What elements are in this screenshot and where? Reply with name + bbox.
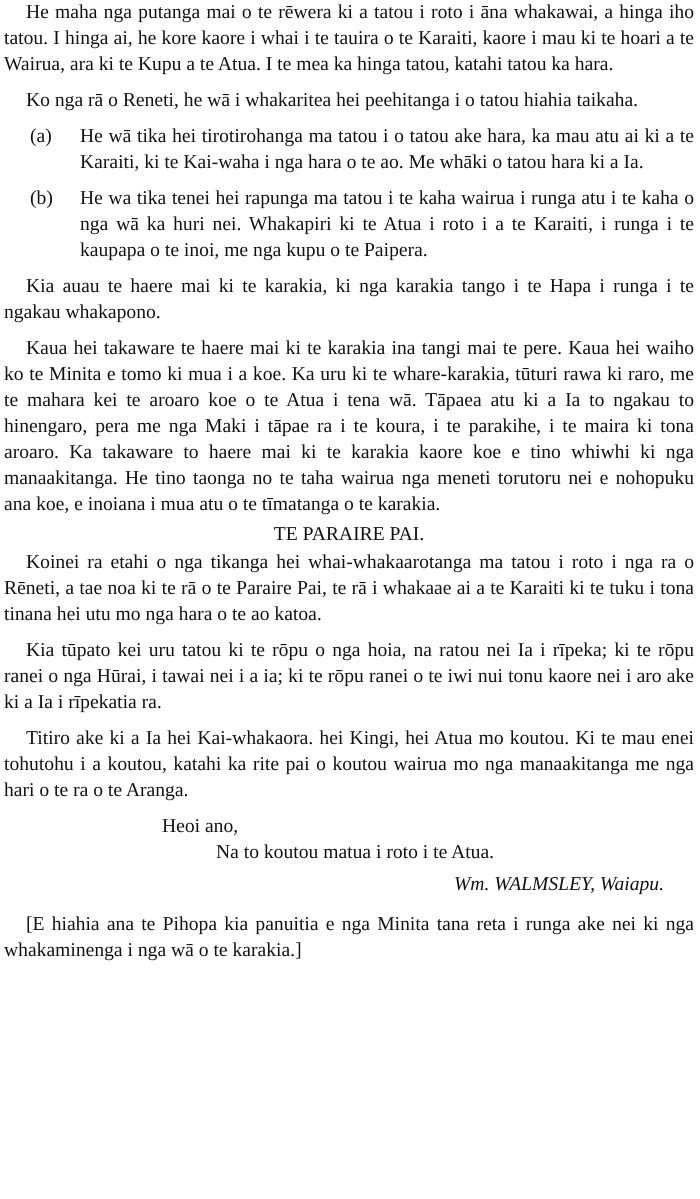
closing-salutation: Heoi ano,	[162, 816, 239, 837]
signature: Wm. WALMSLEY, Waiapu.	[453, 874, 664, 895]
list-item-b	[4, 186, 694, 264]
paragraph-temptation: He maha nga putanga mai o te rēwera ki a tatou i roto i āna whakawai, a hinga iho tatou. I hinga ai, he kore kaore i whai i te tauira o te Karaiti, kaore i mau ki te hoari a te Wairua, ara ki te Kupu a te Atua. I te mea ka hinga tatou, katahi tatou ka hara.	[4, 2, 694, 75]
paragraph-good-friday: Koinei ra etahi o nga tikanga hei whai-whakaarotanga ma tatou i roto i nga ra o Rēneti, a tae noa ki te rā o te Paraire Pai, te rā i whakaae ai a te Karaiti ki te tuku i tona tinana hei utu mo nga hara o te ao katoa.	[4, 552, 694, 625]
list-item-a	[4, 124, 694, 176]
list-item-b-label: (b)	[30, 188, 53, 209]
list-item-b-text: He wa tika tenei hei rapunga ma tatou i te kaha wairua i runga atu i te kaha o nga wā ka huri nei. Whakapiri ki te Atua i roto i a te Karaiti, i runga i te kaupapa o te inoi, me nga kupu o te Paipera.	[80, 188, 694, 261]
paragraph-caution: Kia tūpato kei uru tatou ki te rōpu o nga hoia, na ratou nei Ia i rīpeka; ki te rōpu ranei o nga Hūrai, i tawai nei i a ia; ki te rōpu ranei o te iwi nui tonu kaore nei i aro ake ki a Ia i rīpekatia ra.	[4, 640, 694, 713]
section-heading: TE PARAIRE PAI.	[273, 524, 425, 545]
bishop-note: [E hiahia ana te Pihopa kia panuitia e nga Minita tana reta i runga ake nei ki nga whakaminenga i nga wā o te karakia.]	[4, 914, 694, 961]
closing-line: Na to koutou matua i roto i te Atua.	[216, 842, 495, 863]
paragraph-look-to-him: Titiro ake ki a Ia hei Kai-whakaora. hei Kingi, hei Atua mo koutou. Ki te mau enei tohutohu i a koutou, katahi ka rite pai o koutou wairua mo nga manaakitanga me nga hari o te ra o te Aranga.	[4, 728, 694, 801]
list-item-a-text: He wā tika hei tirotirohanga ma tatou i o tatou ake hara, ka mau atu ai ki a te Karaiti, ki te Kai-waha i nga hara o te ao. Me whāki o tatou hara ki a Ia.	[80, 126, 694, 173]
paragraph-punctuality: Kaua hei takaware te haere mai ki te karakia ina tangi mai te pere. Kaua hei waiho ko te Minita e tomo ki mua i a koe. Ka uru ki te whare-karakia, tūturi rawa ki raro, me te mahara kei te aroaro koe o te Atua i tena wā. Tāpaea atu ki a Ia to ngakau to hinengaro, pera me nga Maki i tāpae ra i te koura, i te parakihe, i te maira ki tona aroaro. Ka takaware to haere mai ki te karakia kaore koe e tino whiwhi ki nga manaakitanga. He tino taonga no te taha wairua nga meneti torutoru nei e nohopuku ana koe, e inoiana i mua atu o te tīmatanga o te karakia.	[4, 338, 694, 515]
list-item-a-label: (a)	[30, 126, 52, 147]
paragraph-attend-services: Kia auau te haere mai ki te karakia, ki nga karakia tango i te Hapa i runga i te ngakau whakapono.	[4, 276, 694, 323]
paragraph-lent-purpose: Ko nga rā o Reneti, he wā i whakaritea hei peehitanga i o tatou hiahia taikaha.	[26, 90, 639, 111]
